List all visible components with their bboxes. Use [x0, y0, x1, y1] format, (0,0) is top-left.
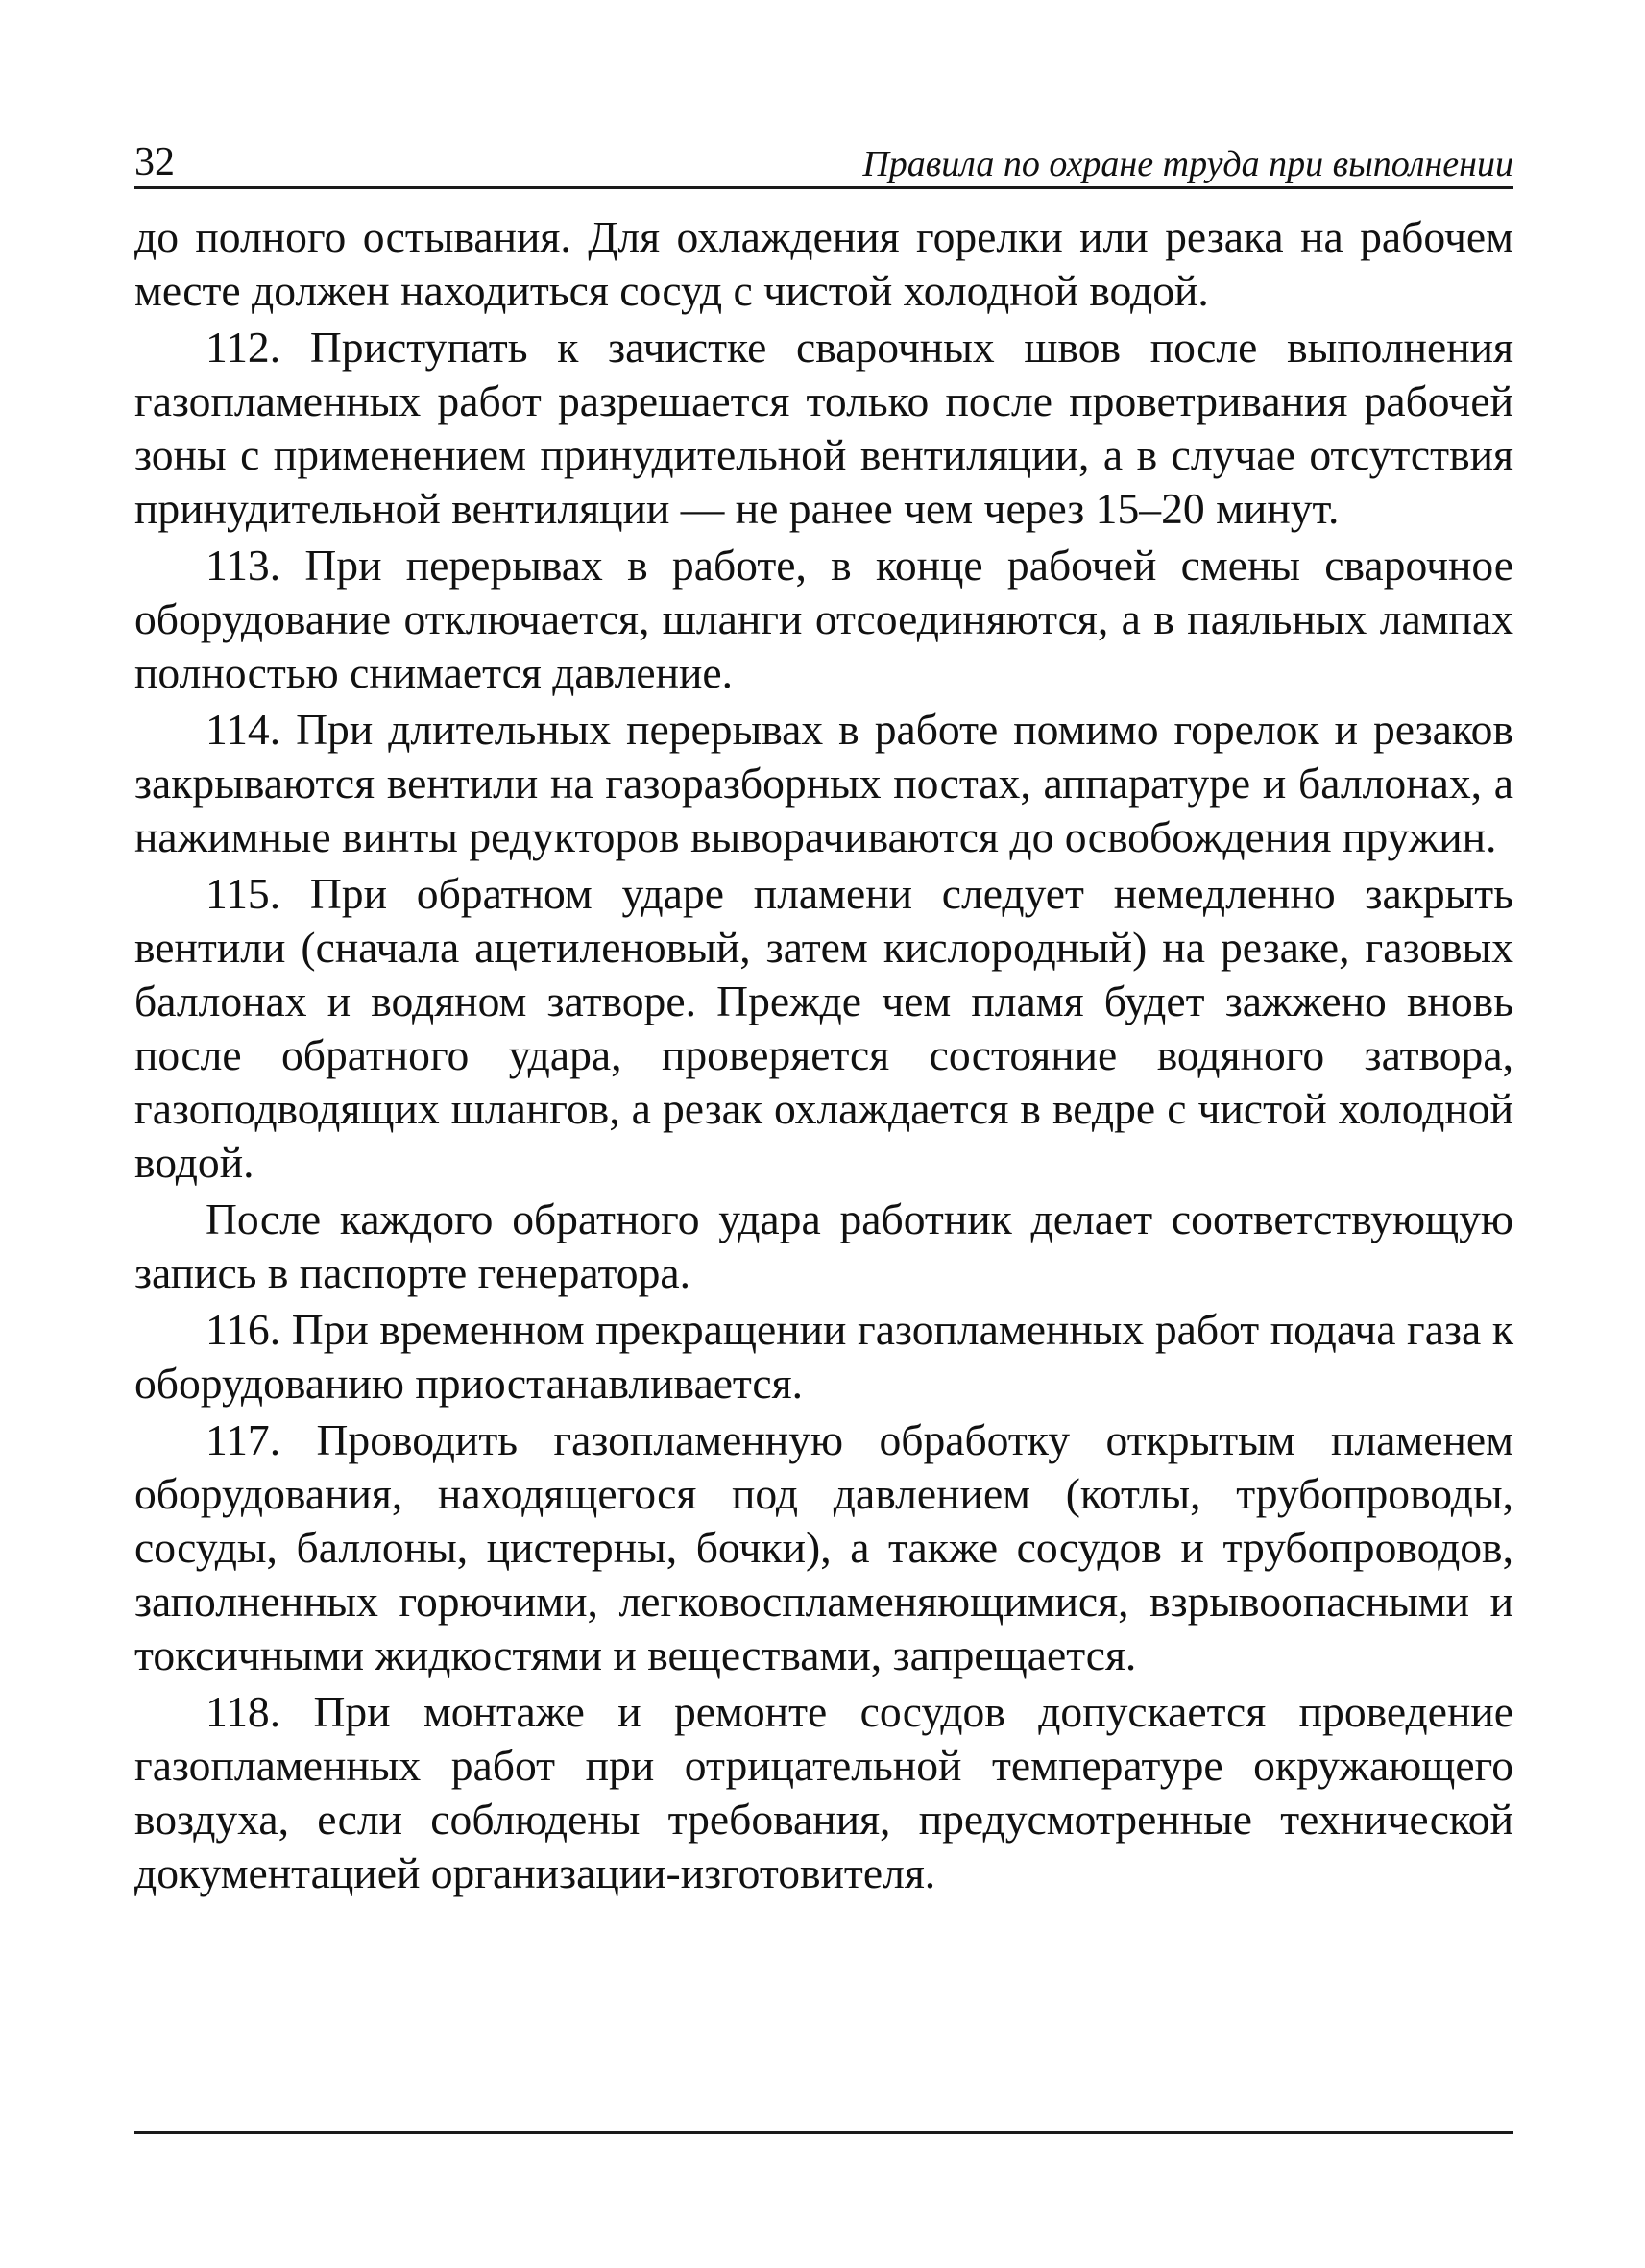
paragraph-117: 117. Проводить газопламенную обработку открытым пламенем оборудования, находящегося под давлением (котлы, трубопроводы, сосуды, баллоны, цистерны, бочки), а также сосудов и трубопроводов, заполненных горючими, легковоспламеняющимися, взрывоопасными и токсичными жидкостями и веществами, запрещается.: [134, 1415, 1513, 1679]
paragraph-113: 113. При перерывах в работе, в конце рабочей смены сварочное оборудование отключается, шланги отсоединяются, а в паяльных лампах полностью снимается давление.: [134, 541, 1513, 697]
paragraph-115: 115. При обратном ударе пламени следует немедленно закрыть вентили (сначала ацетиленовый, затем кислородный) на резаке, газовых баллонах и водяном затворе. Прежде чем пламя будет зажжено вновь после обратного удара, проверяется состояние водяного затвора, газоподводящих шлангов, а резак охлаждается в ведре с чистой холодной водой.: [134, 869, 1513, 1187]
running-header: [134, 142, 1513, 189]
running-title: Правила по охране труда при выполнении: [862, 144, 1513, 184]
paragraph-115-note: После каждого обратного удара работник делает соответствующую запись в паспорте генератора.: [134, 1194, 1513, 1297]
paragraph-118: 118. При монтаже и ремонте сосудов допускается проведение газопламенных работ при отрицательной температуре окружающего воздуха, если соблюдены требования, предусмотренные технической документацией организации-изготовителя.: [134, 1687, 1513, 1897]
paragraph-114: 114. При длительных перерывах в работе помимо горелок и резаков закрываются вентили на газоразборных постах, аппаратуре и баллонах, а нажимные винты редукторов выворачиваются до освобождения пружин.: [134, 705, 1513, 861]
page-number: 32: [134, 140, 175, 184]
paragraph-116: 116. При временном прекращении газопламенных работ подача газа к оборудованию приостанавливается.: [134, 1305, 1513, 1408]
paragraph-112: 112. Приступать к зачистке сварочных швов после выполнения газопламенных работ разрешается только после проветривания рабочей зоны с применением принудительной вентиляции, а в случае отсутствия принудительной вентиляции — не ранее чем через 15–20 минут.: [134, 323, 1513, 533]
book-page: [134, 142, 1513, 1903]
body-text: [134, 210, 1513, 1900]
paragraph-continuation: до полного остывания. Для охлаждения горелки или резака на рабочем месте должен находиться сосуд с чистой холодной водой.: [134, 212, 1513, 315]
bottom-rule: [134, 2131, 1513, 2134]
